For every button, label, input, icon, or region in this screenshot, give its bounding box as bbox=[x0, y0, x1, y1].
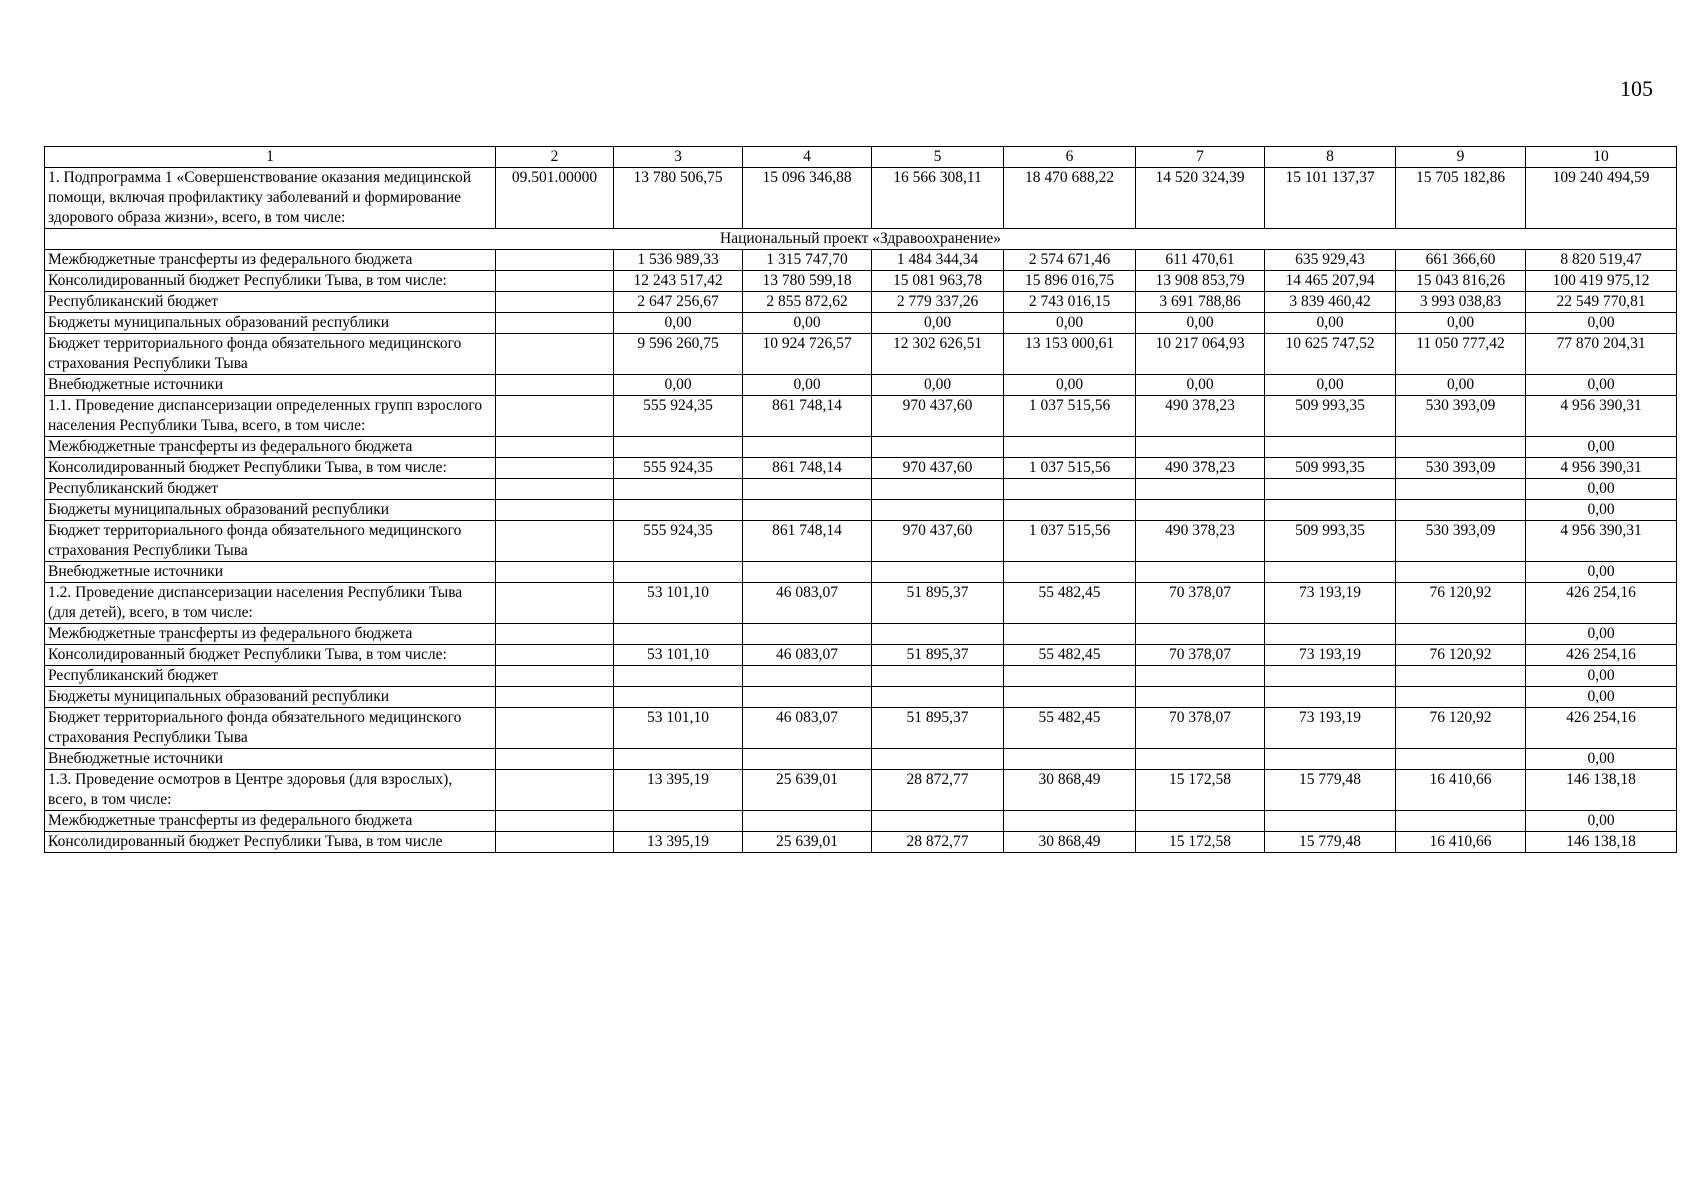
table-row bbox=[45, 375, 1677, 396]
value-cell: 46 083,07 bbox=[743, 708, 872, 749]
table-row bbox=[45, 479, 1677, 500]
table-row bbox=[45, 521, 1677, 562]
row-name: Бюджеты муниципальных образований республики bbox=[45, 687, 496, 708]
row-code bbox=[496, 396, 614, 437]
value-cell: 970 437,60 bbox=[872, 458, 1004, 479]
value-cell bbox=[1004, 562, 1136, 583]
value-cell bbox=[743, 479, 872, 500]
value-cell: 15 101 137,37 bbox=[1265, 168, 1396, 229]
value-cell bbox=[614, 437, 743, 458]
value-cell bbox=[872, 687, 1004, 708]
row-code bbox=[496, 624, 614, 645]
row-code bbox=[496, 437, 614, 458]
value-cell bbox=[1136, 437, 1265, 458]
value-cell bbox=[872, 437, 1004, 458]
value-cell: 0,00 bbox=[1526, 666, 1677, 687]
table-row bbox=[45, 250, 1677, 271]
table-row bbox=[45, 708, 1677, 749]
row-code: 09.501.00000 bbox=[496, 168, 614, 229]
value-cell: 55 482,45 bbox=[1004, 708, 1136, 749]
value-cell: 76 120,92 bbox=[1396, 583, 1526, 624]
value-cell bbox=[614, 562, 743, 583]
row-code bbox=[496, 708, 614, 749]
row-code bbox=[496, 500, 614, 521]
value-cell: 3 839 460,42 bbox=[1265, 292, 1396, 313]
value-cell: 14 465 207,94 bbox=[1265, 271, 1396, 292]
value-cell: 30 868,49 bbox=[1004, 832, 1136, 853]
value-cell: 4 956 390,31 bbox=[1526, 521, 1677, 562]
value-cell: 76 120,92 bbox=[1396, 708, 1526, 749]
value-cell: 10 625 747,52 bbox=[1265, 334, 1396, 375]
row-code bbox=[496, 811, 614, 832]
value-cell: 46 083,07 bbox=[743, 583, 872, 624]
value-cell: 30 868,49 bbox=[1004, 770, 1136, 811]
value-cell: 16 410,66 bbox=[1396, 770, 1526, 811]
row-name: Консолидированный бюджет Республики Тыва, в том числе: bbox=[45, 458, 496, 479]
value-cell: 970 437,60 bbox=[872, 396, 1004, 437]
value-cell bbox=[1136, 562, 1265, 583]
value-cell bbox=[1004, 624, 1136, 645]
value-cell: 70 378,07 bbox=[1136, 645, 1265, 666]
table-row bbox=[45, 749, 1677, 770]
table-row bbox=[45, 437, 1677, 458]
row-code bbox=[496, 666, 614, 687]
value-cell bbox=[743, 666, 872, 687]
value-cell: 2 743 016,15 bbox=[1004, 292, 1136, 313]
value-cell: 555 924,35 bbox=[614, 396, 743, 437]
value-cell: 490 378,23 bbox=[1136, 521, 1265, 562]
table-row bbox=[45, 666, 1677, 687]
value-cell: 70 378,07 bbox=[1136, 583, 1265, 624]
value-cell bbox=[1396, 811, 1526, 832]
value-cell: 76 120,92 bbox=[1396, 645, 1526, 666]
value-cell: 13 780 599,18 bbox=[743, 271, 872, 292]
row-code bbox=[496, 250, 614, 271]
value-cell bbox=[1396, 500, 1526, 521]
value-cell: 46 083,07 bbox=[743, 645, 872, 666]
value-cell bbox=[1265, 437, 1396, 458]
value-cell: 12 243 517,42 bbox=[614, 271, 743, 292]
row-name: Внебюджетные источники bbox=[45, 375, 496, 396]
value-cell: 0,00 bbox=[1526, 500, 1677, 521]
value-cell: 509 993,35 bbox=[1265, 521, 1396, 562]
value-cell bbox=[1265, 811, 1396, 832]
value-cell: 15 705 182,86 bbox=[1396, 168, 1526, 229]
value-cell: 861 748,14 bbox=[743, 521, 872, 562]
value-cell: 426 254,16 bbox=[1526, 583, 1677, 624]
row-name: Консолидированный бюджет Республики Тыва, в том числе: bbox=[45, 645, 496, 666]
value-cell bbox=[614, 749, 743, 770]
row-name: 1.2. Проведение диспансеризации населения Республики Тыва (для детей), всего, в том числе: bbox=[45, 583, 496, 624]
value-cell bbox=[872, 811, 1004, 832]
column-header: 8 bbox=[1265, 147, 1396, 168]
column-number-row bbox=[45, 147, 1677, 168]
value-cell: 635 929,43 bbox=[1265, 250, 1396, 271]
row-name: Межбюджетные трансферты из федерального бюджета bbox=[45, 811, 496, 832]
value-cell bbox=[1396, 437, 1526, 458]
value-cell bbox=[614, 811, 743, 832]
value-cell: 10 217 064,93 bbox=[1136, 334, 1265, 375]
value-cell bbox=[1136, 749, 1265, 770]
value-cell: 13 395,19 bbox=[614, 770, 743, 811]
value-cell: 530 393,09 bbox=[1396, 396, 1526, 437]
row-code bbox=[496, 479, 614, 500]
row-name: Бюджет территориального фонда обязательного медицинского страхования Республики Тыва bbox=[45, 521, 496, 562]
row-code bbox=[496, 832, 614, 853]
value-cell: 2 647 256,67 bbox=[614, 292, 743, 313]
row-name: Бюджет территориального фонда обязательного медицинского страхования Республики Тыва bbox=[45, 334, 496, 375]
value-cell bbox=[1396, 666, 1526, 687]
value-cell: 0,00 bbox=[614, 375, 743, 396]
row-code bbox=[496, 458, 614, 479]
value-cell: 0,00 bbox=[1526, 562, 1677, 583]
value-cell: 611 470,61 bbox=[1136, 250, 1265, 271]
value-cell: 51 895,37 bbox=[872, 583, 1004, 624]
column-header: 5 bbox=[872, 147, 1004, 168]
value-cell: 15 096 346,88 bbox=[743, 168, 872, 229]
row-name: Республиканский бюджет bbox=[45, 479, 496, 500]
value-cell bbox=[872, 562, 1004, 583]
value-cell bbox=[614, 687, 743, 708]
value-cell: 3 993 038,83 bbox=[1396, 292, 1526, 313]
value-cell: 10 924 726,57 bbox=[743, 334, 872, 375]
value-cell: 15 172,58 bbox=[1136, 770, 1265, 811]
value-cell: 0,00 bbox=[1526, 749, 1677, 770]
value-cell: 15 779,48 bbox=[1265, 770, 1396, 811]
value-cell: 22 549 770,81 bbox=[1526, 292, 1677, 313]
value-cell bbox=[614, 479, 743, 500]
value-cell: 509 993,35 bbox=[1265, 396, 1396, 437]
value-cell bbox=[1004, 687, 1136, 708]
value-cell: 0,00 bbox=[872, 375, 1004, 396]
value-cell bbox=[743, 437, 872, 458]
value-cell: 0,00 bbox=[1526, 375, 1677, 396]
value-cell: 0,00 bbox=[1396, 375, 1526, 396]
value-cell: 13 395,19 bbox=[614, 832, 743, 853]
table-row bbox=[45, 396, 1677, 437]
value-cell bbox=[1004, 811, 1136, 832]
row-code bbox=[496, 292, 614, 313]
row-name: Межбюджетные трансферты из федерального бюджета bbox=[45, 624, 496, 645]
section-row bbox=[45, 229, 1677, 250]
value-cell bbox=[1265, 749, 1396, 770]
column-header: 10 bbox=[1526, 147, 1677, 168]
value-cell: 0,00 bbox=[1265, 313, 1396, 334]
value-cell bbox=[1004, 479, 1136, 500]
value-cell: 555 924,35 bbox=[614, 521, 743, 562]
value-cell: 0,00 bbox=[614, 313, 743, 334]
value-cell: 15 779,48 bbox=[1265, 832, 1396, 853]
value-cell: 15 896 016,75 bbox=[1004, 271, 1136, 292]
table-row bbox=[45, 562, 1677, 583]
value-cell: 146 138,18 bbox=[1526, 770, 1677, 811]
column-header: 7 bbox=[1136, 147, 1265, 168]
table-row bbox=[45, 624, 1677, 645]
column-header: 1 bbox=[45, 147, 496, 168]
value-cell bbox=[1396, 562, 1526, 583]
row-name: 1. Подпрограмма 1 «Совершенствование оказания медицинской помощи, включая профилактику заболеваний и формирование здорового образа жизни», всего, в том числе: bbox=[45, 168, 496, 229]
value-cell: 0,00 bbox=[1526, 811, 1677, 832]
row-code bbox=[496, 271, 614, 292]
value-cell: 861 748,14 bbox=[743, 396, 872, 437]
value-cell bbox=[1265, 562, 1396, 583]
value-cell bbox=[743, 687, 872, 708]
value-cell: 0,00 bbox=[1136, 313, 1265, 334]
value-cell: 25 639,01 bbox=[743, 832, 872, 853]
row-name: Консолидированный бюджет Республики Тыва, в том числе bbox=[45, 832, 496, 853]
value-cell bbox=[872, 624, 1004, 645]
column-header: 6 bbox=[1004, 147, 1136, 168]
row-name: 1.3. Проведение осмотров в Центре здоровья (для взрослых), всего, в том числе: bbox=[45, 770, 496, 811]
table-row bbox=[45, 811, 1677, 832]
table-row bbox=[45, 832, 1677, 853]
value-cell: 2 779 337,26 bbox=[872, 292, 1004, 313]
value-cell: 18 470 688,22 bbox=[1004, 168, 1136, 229]
row-code bbox=[496, 313, 614, 334]
value-cell bbox=[1265, 666, 1396, 687]
budget-table bbox=[44, 146, 1677, 853]
row-name: 1.1. Проведение диспансеризации определенных групп взрослого населения Республики Тыва, всего, в том числе: bbox=[45, 396, 496, 437]
value-cell: 0,00 bbox=[1526, 437, 1677, 458]
row-code bbox=[496, 583, 614, 624]
value-cell: 0,00 bbox=[1136, 375, 1265, 396]
value-cell: 2 574 671,46 bbox=[1004, 250, 1136, 271]
value-cell bbox=[1396, 624, 1526, 645]
value-cell bbox=[743, 749, 872, 770]
value-cell: 53 101,10 bbox=[614, 708, 743, 749]
value-cell bbox=[614, 500, 743, 521]
value-cell: 55 482,45 bbox=[1004, 645, 1136, 666]
value-cell: 426 254,16 bbox=[1526, 708, 1677, 749]
column-header: 2 bbox=[496, 147, 614, 168]
value-cell: 0,00 bbox=[743, 375, 872, 396]
value-cell: 13 780 506,75 bbox=[614, 168, 743, 229]
value-cell: 0,00 bbox=[1526, 624, 1677, 645]
table-row bbox=[45, 292, 1677, 313]
value-cell: 1 037 515,56 bbox=[1004, 521, 1136, 562]
table-row bbox=[45, 313, 1677, 334]
value-cell: 530 393,09 bbox=[1396, 521, 1526, 562]
row-name: Бюджет территориального фонда обязательного медицинского страхования Республики Тыва bbox=[45, 708, 496, 749]
value-cell: 13 908 853,79 bbox=[1136, 271, 1265, 292]
value-cell: 51 895,37 bbox=[872, 645, 1004, 666]
value-cell bbox=[1004, 437, 1136, 458]
value-cell: 8 820 519,47 bbox=[1526, 250, 1677, 271]
value-cell: 73 193,19 bbox=[1265, 583, 1396, 624]
row-code bbox=[496, 687, 614, 708]
value-cell: 1 037 515,56 bbox=[1004, 396, 1136, 437]
table-row bbox=[45, 583, 1677, 624]
row-code bbox=[496, 749, 614, 770]
value-cell: 25 639,01 bbox=[743, 770, 872, 811]
value-cell: 1 037 515,56 bbox=[1004, 458, 1136, 479]
value-cell: 28 872,77 bbox=[872, 770, 1004, 811]
table-row bbox=[45, 334, 1677, 375]
value-cell: 73 193,19 bbox=[1265, 645, 1396, 666]
table-row bbox=[45, 687, 1677, 708]
table-row bbox=[45, 770, 1677, 811]
value-cell: 4 956 390,31 bbox=[1526, 396, 1677, 437]
table-row bbox=[45, 271, 1677, 292]
value-cell: 970 437,60 bbox=[872, 521, 1004, 562]
value-cell: 16 410,66 bbox=[1396, 832, 1526, 853]
table-row bbox=[45, 168, 1677, 229]
row-name: Межбюджетные трансферты из федерального бюджета bbox=[45, 250, 496, 271]
table-body bbox=[45, 147, 1677, 853]
value-cell bbox=[614, 666, 743, 687]
row-code bbox=[496, 334, 614, 375]
value-cell: 4 956 390,31 bbox=[1526, 458, 1677, 479]
value-cell bbox=[743, 562, 872, 583]
value-cell bbox=[1136, 811, 1265, 832]
value-cell: 1 536 989,33 bbox=[614, 250, 743, 271]
value-cell: 12 302 626,51 bbox=[872, 334, 1004, 375]
value-cell: 490 378,23 bbox=[1136, 458, 1265, 479]
value-cell: 0,00 bbox=[1526, 313, 1677, 334]
value-cell: 1 315 747,70 bbox=[743, 250, 872, 271]
value-cell: 0,00 bbox=[1265, 375, 1396, 396]
value-cell bbox=[1004, 749, 1136, 770]
value-cell bbox=[1265, 500, 1396, 521]
value-cell: 51 895,37 bbox=[872, 708, 1004, 749]
value-cell bbox=[1265, 479, 1396, 500]
value-cell: 53 101,10 bbox=[614, 583, 743, 624]
value-cell bbox=[872, 479, 1004, 500]
value-cell: 11 050 777,42 bbox=[1396, 334, 1526, 375]
value-cell: 73 193,19 bbox=[1265, 708, 1396, 749]
value-cell: 0,00 bbox=[1004, 375, 1136, 396]
table-row bbox=[45, 500, 1677, 521]
column-header: 9 bbox=[1396, 147, 1526, 168]
value-cell: 77 870 204,31 bbox=[1526, 334, 1677, 375]
value-cell: 14 520 324,39 bbox=[1136, 168, 1265, 229]
value-cell: 53 101,10 bbox=[614, 645, 743, 666]
value-cell bbox=[872, 500, 1004, 521]
row-name: Бюджеты муниципальных образований республики bbox=[45, 313, 496, 334]
value-cell: 13 153 000,61 bbox=[1004, 334, 1136, 375]
value-cell: 55 482,45 bbox=[1004, 583, 1136, 624]
value-cell: 109 240 494,59 bbox=[1526, 168, 1677, 229]
row-name: Внебюджетные источники bbox=[45, 749, 496, 770]
row-name: Внебюджетные источники bbox=[45, 562, 496, 583]
value-cell: 0,00 bbox=[1004, 313, 1136, 334]
value-cell: 0,00 bbox=[743, 313, 872, 334]
value-cell bbox=[1396, 479, 1526, 500]
row-name: Республиканский бюджет bbox=[45, 292, 496, 313]
value-cell bbox=[614, 624, 743, 645]
page-number: 105 bbox=[1620, 76, 1653, 101]
table-row bbox=[45, 458, 1677, 479]
value-cell bbox=[1396, 749, 1526, 770]
row-code bbox=[496, 375, 614, 396]
value-cell: 0,00 bbox=[872, 313, 1004, 334]
row-name: Консолидированный бюджет Республики Тыва, в том числе: bbox=[45, 271, 496, 292]
value-cell bbox=[872, 749, 1004, 770]
value-cell: 426 254,16 bbox=[1526, 645, 1677, 666]
value-cell bbox=[743, 811, 872, 832]
value-cell: 0,00 bbox=[1526, 479, 1677, 500]
value-cell: 661 366,60 bbox=[1396, 250, 1526, 271]
value-cell bbox=[743, 500, 872, 521]
row-code bbox=[496, 770, 614, 811]
row-name: Межбюджетные трансферты из федерального бюджета bbox=[45, 437, 496, 458]
value-cell: 555 924,35 bbox=[614, 458, 743, 479]
value-cell: 530 393,09 bbox=[1396, 458, 1526, 479]
value-cell: 3 691 788,86 bbox=[1136, 292, 1265, 313]
value-cell bbox=[1136, 666, 1265, 687]
value-cell: 15 043 816,26 bbox=[1396, 271, 1526, 292]
table-row bbox=[45, 645, 1677, 666]
value-cell bbox=[1004, 500, 1136, 521]
value-cell: 2 855 872,62 bbox=[743, 292, 872, 313]
row-name: Республиканский бюджет bbox=[45, 666, 496, 687]
value-cell bbox=[1136, 687, 1265, 708]
value-cell: 28 872,77 bbox=[872, 832, 1004, 853]
row-code bbox=[496, 645, 614, 666]
column-header: 4 bbox=[743, 147, 872, 168]
value-cell bbox=[1136, 500, 1265, 521]
value-cell bbox=[1136, 624, 1265, 645]
value-cell: 15 172,58 bbox=[1136, 832, 1265, 853]
row-code bbox=[496, 562, 614, 583]
value-cell: 861 748,14 bbox=[743, 458, 872, 479]
value-cell bbox=[743, 624, 872, 645]
value-cell: 490 378,23 bbox=[1136, 396, 1265, 437]
value-cell bbox=[1265, 624, 1396, 645]
value-cell bbox=[872, 666, 1004, 687]
value-cell bbox=[1004, 666, 1136, 687]
value-cell: 15 081 963,78 bbox=[872, 271, 1004, 292]
value-cell bbox=[1265, 687, 1396, 708]
value-cell: 9 596 260,75 bbox=[614, 334, 743, 375]
value-cell: 70 378,07 bbox=[1136, 708, 1265, 749]
section-title: Национальный проект «Здравоохранение» bbox=[45, 229, 1677, 250]
value-cell: 146 138,18 bbox=[1526, 832, 1677, 853]
row-code bbox=[496, 521, 614, 562]
value-cell: 100 419 975,12 bbox=[1526, 271, 1677, 292]
value-cell bbox=[1136, 479, 1265, 500]
value-cell: 16 566 308,11 bbox=[872, 168, 1004, 229]
column-header: 3 bbox=[614, 147, 743, 168]
value-cell: 0,00 bbox=[1396, 313, 1526, 334]
row-name: Бюджеты муниципальных образований республики bbox=[45, 500, 496, 521]
value-cell bbox=[1396, 687, 1526, 708]
value-cell: 1 484 344,34 bbox=[872, 250, 1004, 271]
value-cell: 0,00 bbox=[1526, 687, 1677, 708]
value-cell: 509 993,35 bbox=[1265, 458, 1396, 479]
